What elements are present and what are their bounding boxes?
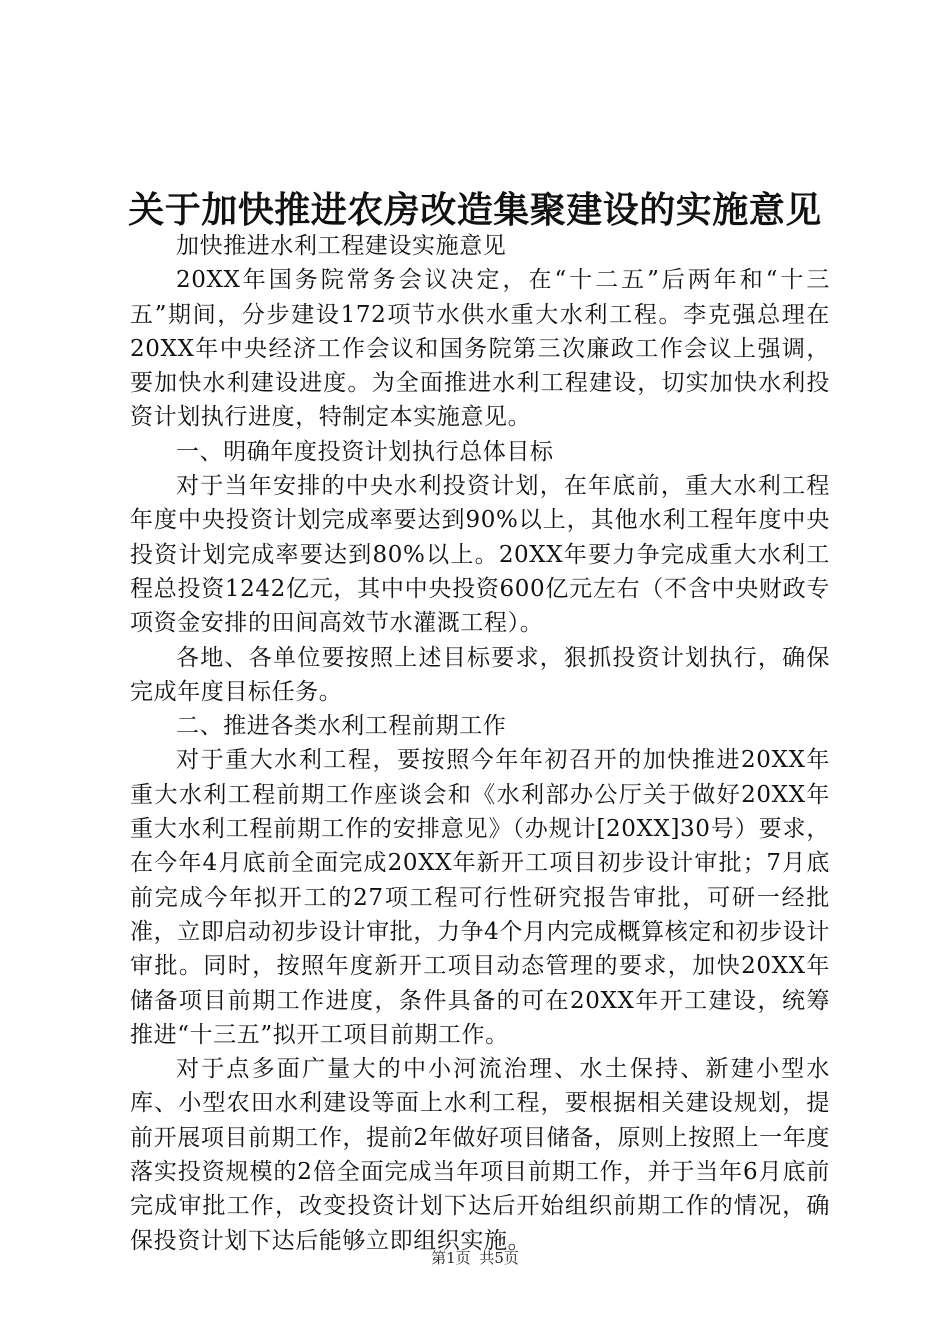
body-paragraph: 对于点多面广量大的中小河流治理、水土保持、新建小型水库、小型农田水利建设等面上水利工程，要根据相关建设规划，提前开展项目前期工作，提前2年做好项目储备，原则上按照上一年度落实投资规模的2倍全面完成当年项目前期工作，并于当年6月底前完成审批工作，改变投资计划下达后开始组织前期工作的情况，确保投资计划下达后能够立即组织实施。	[130, 1056, 830, 1254]
section-heading-1: 一、明确年度投资计划执行总体目标	[176, 438, 554, 465]
section-heading-2: 二、推进各类水利工程前期工作	[176, 713, 507, 740]
body-paragraph: 对于重大水利工程，要按照今年年初召开的加快推进20XX年重大水利工程前期工作座谈会和《水利部办公厅关于做好20XX年重大水利工程前期工作的安排意见》（办规计[20XX]30号）要求，在今年4月底前全面完成20XX年新开工项目初步设计审批；7月底前完成今年拟开工的27项工程可行性研究报告审批，可研一经批准，立即启动初步设计审批，力争4个月内完成概算核定和初步设计审批。同时，按照年度新开工项目动态管理的要求，加快20XX年储备项目前期工作进度，条件具备的可在20XX年开工建设，统筹推进“十三五”拟开工项目前期工作。	[130, 747, 830, 1048]
page-footer	[0, 1248, 950, 1268]
document-body	[130, 229, 830, 1258]
page-total: 共5页	[479, 1249, 519, 1267]
body-paragraph: 对于当年安排的中央水利投资计划，在年底前，重大水利工程年度中央投资计划完成率要达到90%以上，其他水利工程年度中央投资计划完成率要达到80%以上。20XX年要力争完成重大水利工程总投资1242亿元，其中中央投资600亿元左右（不含中央财政专项资金安排的田间高效节水灌溉工程）。	[130, 473, 830, 637]
subtitle-paragraph: 加快推进水利工程建设实施意见	[176, 233, 507, 259]
body-paragraph: 各地、各单位要按照上述目标要求，狠抓投资计划执行，确保完成年度目标任务。	[130, 644, 830, 705]
page-number: 第1页	[431, 1249, 471, 1267]
document-title: 关于加快推进农房改造集聚建设的实施意见	[128, 189, 822, 231]
intro-paragraph: 20XX年国务院常务会议决定，在“十二五”后两年和“十三五”期间，分步建设172项节水供水重大水利工程。李克强总理在20XX年中央经济工作会议和国务院第三次廉政工作会议上强调，要加快水利建设进度。为全面推进水利工程建设，切实加快水利投资计划执行进度，特制定本实施意见。	[130, 267, 830, 431]
